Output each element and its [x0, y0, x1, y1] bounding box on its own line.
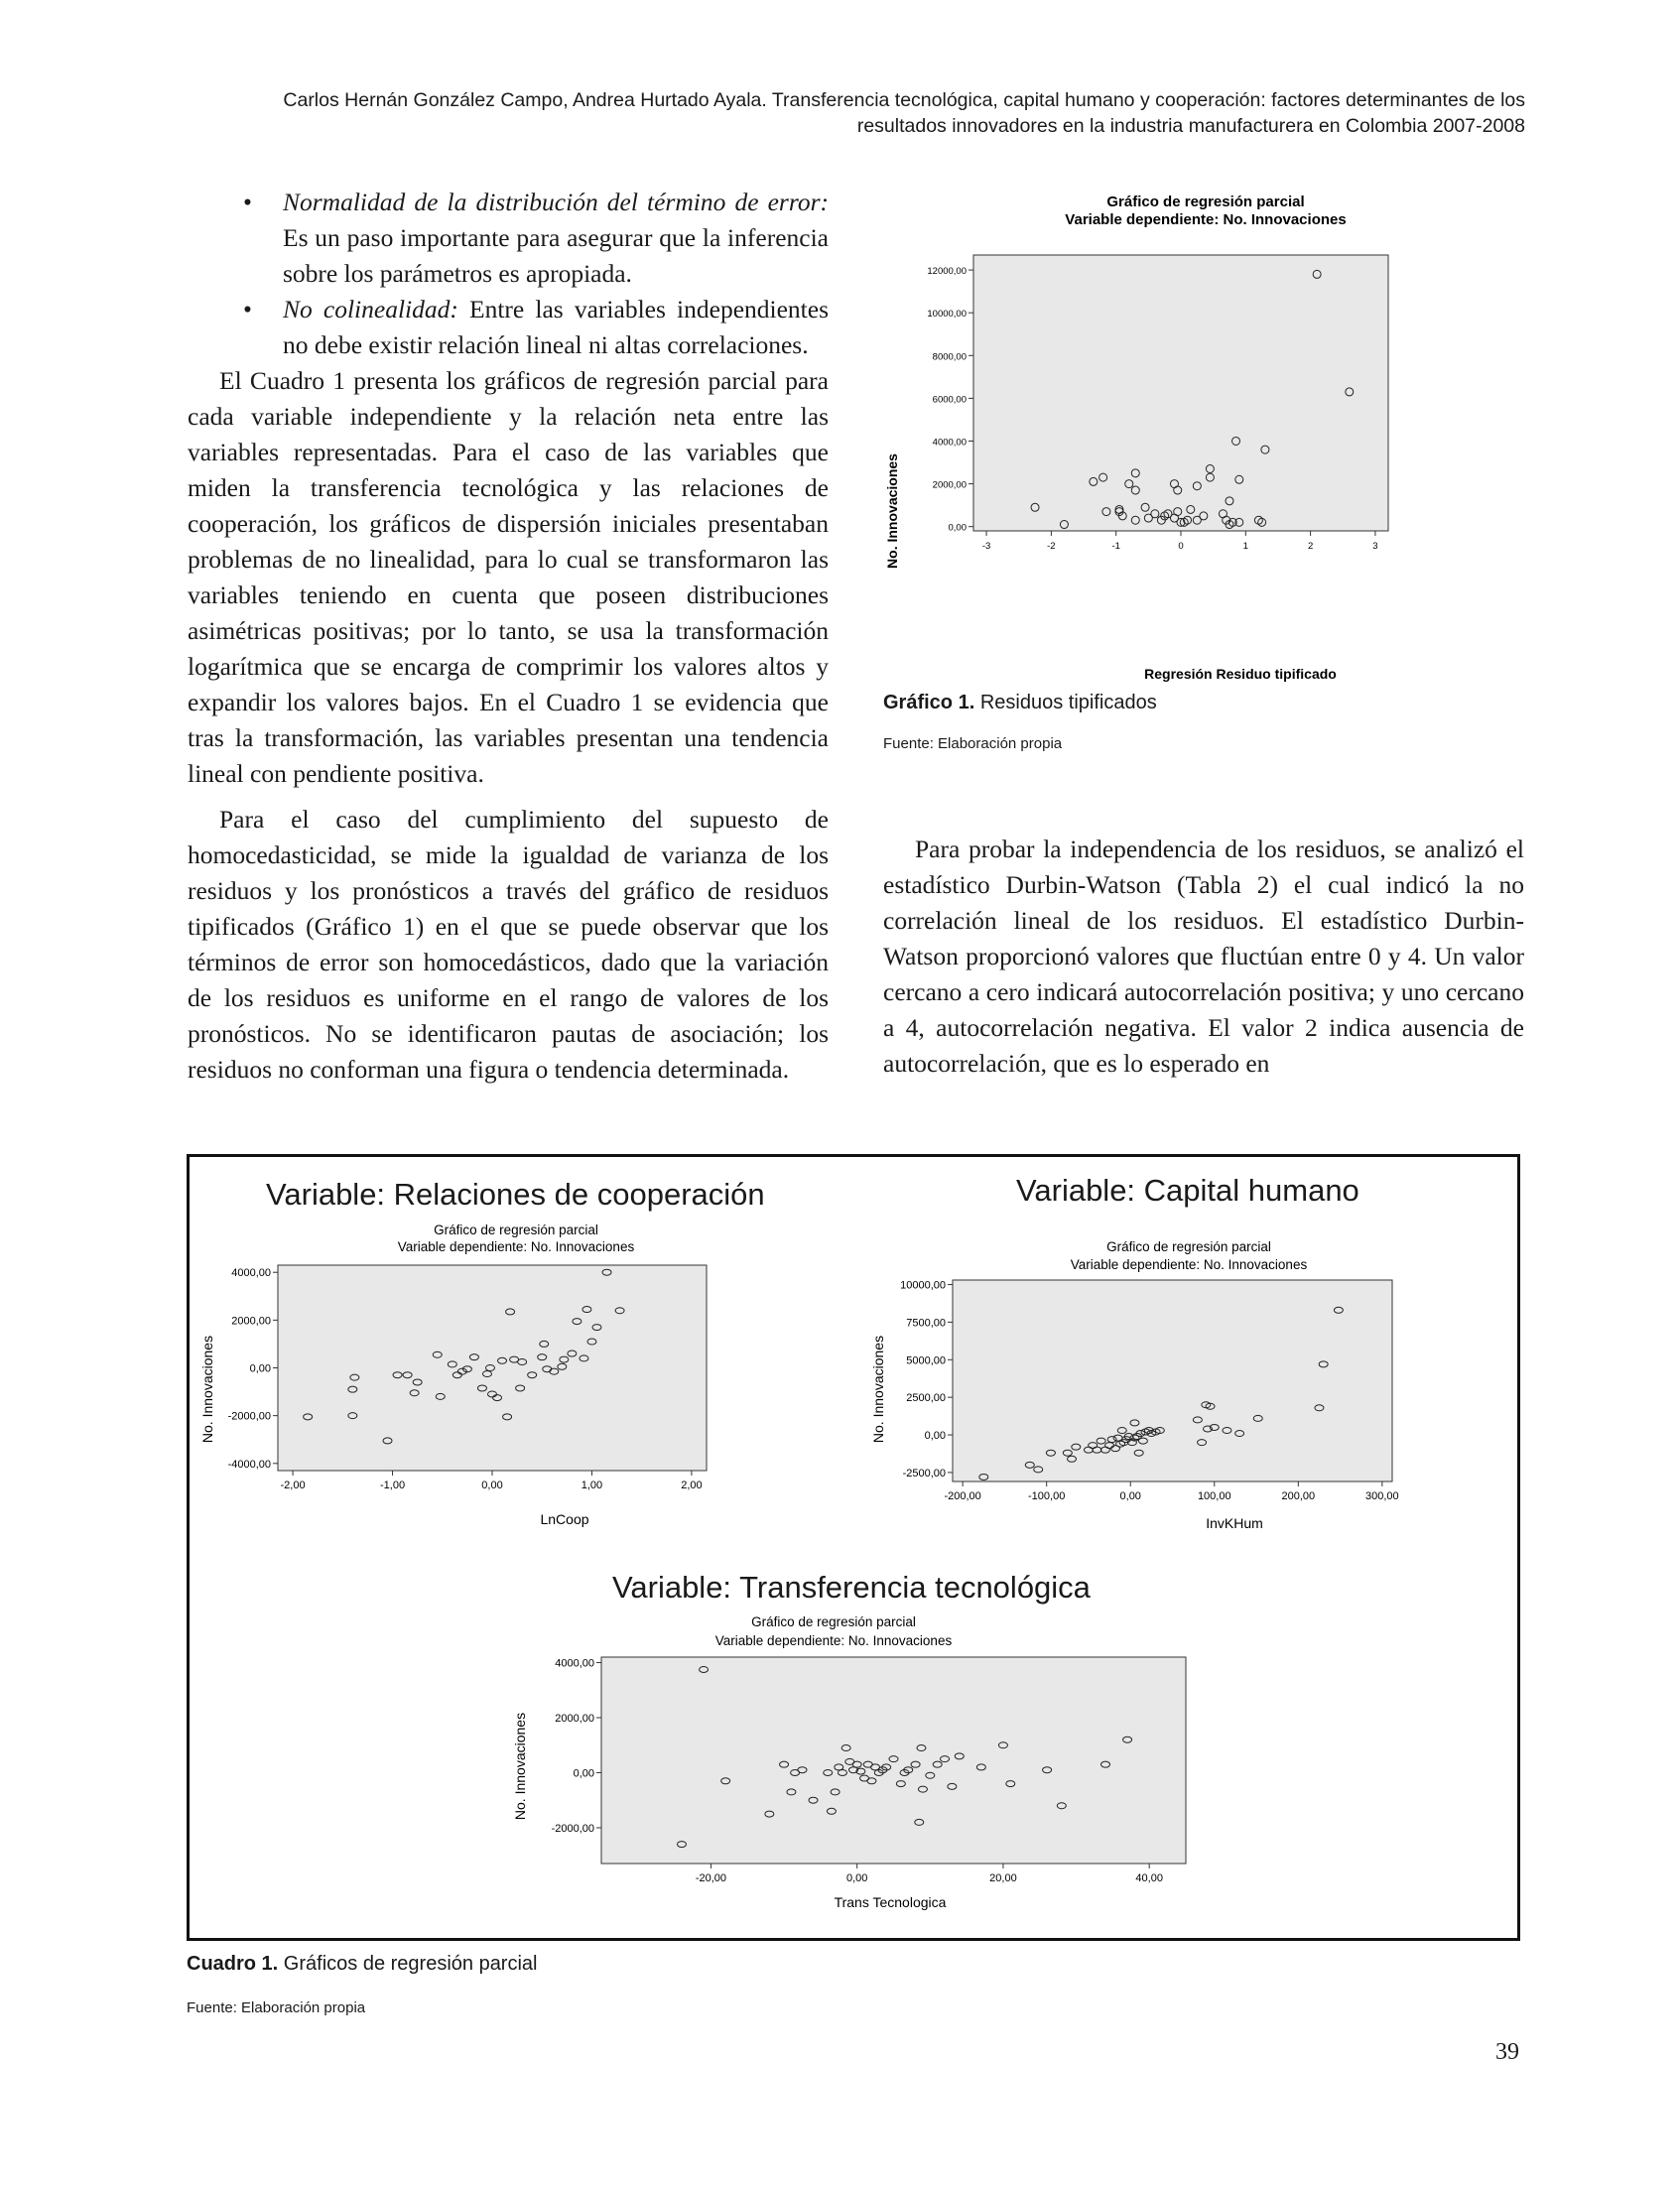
y-tick-label: 2000,00 [231, 1315, 271, 1328]
x-tick-label: 0,00 [845, 1872, 868, 1884]
x-tick-label: -200,00 [944, 1490, 981, 1502]
title-transferencia: Variable: Transferencia tecnológica [612, 1570, 1091, 1605]
y-tick-label: 4000,00 [555, 1657, 594, 1670]
title-cooperacion: Variable: Relaciones de cooperación [266, 1177, 765, 1212]
x-axis [696, 1864, 1163, 1884]
y-tick-label: 7500,00 [906, 1317, 946, 1330]
x-tick-label: -100,00 [1028, 1490, 1066, 1502]
y-tick-label: 0,00 [249, 1362, 271, 1375]
plot-area [601, 1657, 1186, 1864]
running-header [0, 87, 1525, 139]
grafico1-source: Fuente: Elaboración propia [883, 735, 1063, 752]
y-axis [927, 266, 973, 534]
x-tick-label: 2,00 [681, 1480, 703, 1491]
y-axis [228, 1267, 278, 1471]
y-tick-label: 10000,00 [900, 1279, 946, 1292]
chart-title: Gráfico de regresión parcial [1106, 193, 1305, 210]
x-tick-label: 0 [1178, 541, 1184, 552]
paragraph-durbin-watson: Para probar la independencia de los residuos, se analizó el estadístico Durbin-Watson (Tabla 2) el cual indicó la no correlación lineal de los residuos. El estadístico Durbin-Watson proporcionó valores que fluctúan entre 0 y 4. Un valor cercano a cero indicará autocorrelación positiva; y uno cercano a 4, autocorrelación negativa. El valor 2 indica ausencia de autocorrelación, que es lo esperado en [883, 835, 1524, 1078]
x-axis-label: InvKHum [1206, 1515, 1263, 1531]
y-tick-label: 8000,00 [932, 351, 967, 363]
chart-subtitle: Variable dependiente: No. Innovaciones [1070, 1257, 1308, 1272]
grafico1-caption [883, 692, 1157, 714]
cuadro1-source: Fuente: Elaboración propia [187, 1999, 366, 2016]
y-tick-label: 0,00 [573, 1767, 594, 1780]
left-column [188, 185, 829, 1088]
chart-cooperacion [194, 1221, 853, 1538]
y-tick-label: -2000,00 [227, 1410, 271, 1423]
y-tick-label: 0,00 [924, 1430, 946, 1443]
right-column [883, 832, 1524, 1082]
y-axis [900, 1280, 953, 1480]
x-axis [944, 1481, 1398, 1502]
y-tick-label: -2000,00 [551, 1822, 594, 1835]
y-tick-label: 4000,00 [932, 437, 967, 449]
y-tick-label: 6000,00 [932, 394, 967, 406]
x-tick-label: -3 [981, 541, 991, 552]
x-tick-label: -20,00 [695, 1872, 727, 1884]
bullet-dot: • [243, 295, 252, 323]
y-tick-label: 12000,00 [927, 266, 967, 278]
y-axis-label: No. Innovaciones [870, 1335, 886, 1444]
x-tick-label: -1,00 [379, 1480, 406, 1491]
x-axis-label: Trans Tecnologica [834, 1894, 947, 1910]
x-axis [982, 531, 1378, 552]
chart-title: Gráfico de regresión parcial [434, 1223, 598, 1237]
caption-text: Residuos tipificados [974, 692, 1157, 713]
chart-subtitle: Variable dependiente: No. Innovaciones [714, 1633, 953, 1648]
x-tick-label: 3 [1372, 541, 1378, 552]
x-tick-label: 0,00 [1119, 1490, 1141, 1502]
y-tick-label: 4000,00 [231, 1267, 271, 1280]
chart-capital-humano [863, 1235, 1518, 1543]
x-tick-label: 300,00 [1365, 1490, 1399, 1502]
caption-text: Gráficos de regresión parcial [278, 1953, 538, 1975]
bullet-term: Normalidad de la distribución del término de error: [283, 188, 829, 216]
bullet-normalidad [188, 185, 829, 292]
y-axis [552, 1658, 601, 1835]
bullet-term: No colinealidad: [283, 295, 458, 323]
chart-transferencia [501, 1612, 1206, 1915]
x-tick-label: 200,00 [1281, 1490, 1316, 1502]
y-tick-label: 0,00 [948, 522, 967, 534]
x-tick-label: -2 [1047, 541, 1056, 552]
chart-subtitle: Variable dependiente: No. Innovaciones [1065, 211, 1347, 228]
plot-area [953, 1280, 1392, 1481]
title-capital-humano: Variable: Capital humano [1016, 1173, 1359, 1208]
caption-label: Gráfico 1. [883, 692, 975, 713]
x-tick-label: 0,00 [481, 1480, 503, 1491]
paragraph-homocedasticidad: Para el caso del cumplimiento del supuesto de homocedasticidad, se mide la igualdad de varianza de los residuos y los pronósticos a través del gráfico de residuos tipificados (Gráfico 1) en el que se puede observar que los términos de error son homocedásticos, dado que la variación de los residuos es uniforme en el rango de valores de los pronósticos. No se identificaron pautas de asociación; los residuos no conforman una figura o tendencia determinada. [188, 805, 829, 1084]
x-tick-label: 1 [1242, 541, 1248, 552]
y-tick-label: 5000,00 [906, 1354, 946, 1367]
paragraph-cuadro1: El Cuadro 1 presenta los gráficos de regresión parcial para cada variable independiente y la relación neta entre las variables representadas. Para el caso de las variables que miden la transferencia tecnológica y las relaciones de cooperación, los gráficos de dispersión iniciales presentaban problemas de no linealidad, para lo cual se transformaron las variables teniendo en cuenta que poseen distribuciones asimétricas positivas; por lo tanto, se usa la transformación logarítmica que se encarga de comprimir los valores altos y expandir los valores bajos. En el Cuadro 1 se evidencia que tras la transformación, las variables presentan una tendencia lineal con pendiente positiva. [188, 366, 829, 788]
y-axis-label: No. Innovaciones [884, 453, 900, 569]
y-tick-label: 2500,00 [906, 1392, 946, 1405]
chart-residuos [873, 189, 1528, 690]
chart-title: Gráfico de regresión parcial [751, 1614, 916, 1629]
x-tick-label: -2,00 [280, 1480, 306, 1491]
y-tick-label: 2000,00 [555, 1713, 594, 1726]
y-axis-label: No. Innovaciones [199, 1335, 215, 1444]
page-number: 39 [1495, 2039, 1519, 2065]
bullet-text: Entre las variables independientes no debe existir relación lineal ni altas correlaciones. [283, 295, 829, 359]
x-tick-label: -1 [1111, 541, 1120, 552]
y-tick-label: -4000,00 [227, 1458, 271, 1471]
bullet-dot: • [243, 188, 252, 216]
header-line-1: Carlos Hernán González Campo, Andrea Hurtado Ayala. Transferencia tecnológica, capital humano y cooperación: factores determinantes de los [283, 89, 1525, 111]
plot-area [278, 1265, 707, 1471]
chart-title: Gráfico de regresión parcial [1106, 1239, 1271, 1254]
header-line-2: resultados innovadores en la industria manufacturera en Colombia 2007-2008 [856, 115, 1525, 137]
bullet-colinealidad [188, 292, 829, 363]
caption-label: Cuadro 1. [187, 1953, 279, 1975]
y-tick-label: 2000,00 [932, 479, 967, 491]
y-tick-label: -2500,00 [902, 1467, 946, 1480]
bullet-text: Es un paso importante para asegurar que la inferencia sobre los parámetros es apropiada. [283, 223, 829, 288]
x-axis-label: LnCoop [540, 1511, 589, 1527]
x-tick-label: 2 [1307, 541, 1314, 552]
x-tick-label: 100,00 [1197, 1490, 1231, 1502]
x-axis [281, 1471, 703, 1491]
x-tick-label: 20,00 [989, 1872, 1017, 1884]
x-tick-label: 1,00 [581, 1480, 603, 1491]
chart-subtitle: Variable dependiente: No. Innovaciones [397, 1239, 635, 1254]
x-tick-label: 40,00 [1135, 1872, 1163, 1884]
plot-area [973, 255, 1388, 531]
y-axis-label: No. Innovaciones [512, 1712, 528, 1821]
x-axis-label: Regresión Residuo tipificado [1144, 666, 1337, 682]
y-tick-label: 10000,00 [927, 309, 967, 321]
cuadro1-caption [187, 1953, 537, 1976]
